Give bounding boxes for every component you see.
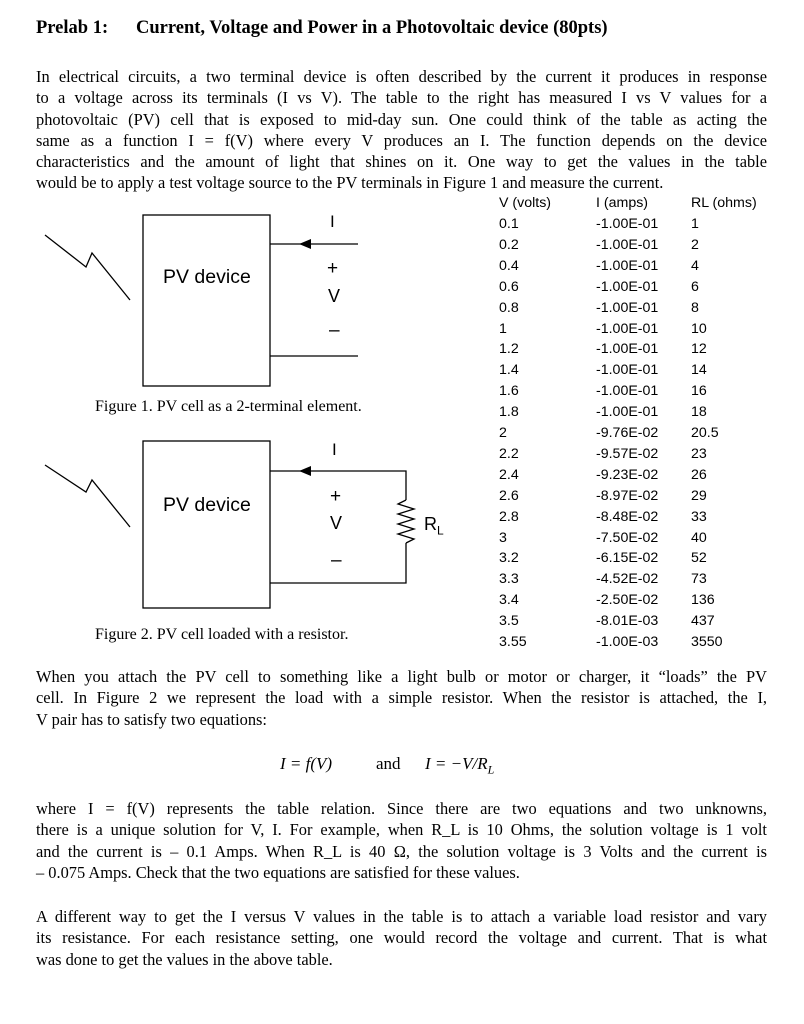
voltage-cell: 3.2	[499, 550, 519, 567]
resistance-cell: 2	[691, 236, 699, 253]
current-cell: -2.50E-02	[596, 592, 659, 609]
voltage-cell: 1.8	[499, 404, 519, 421]
current-cell: -9.23E-02	[596, 466, 659, 483]
current-cell: -1.00E-01	[596, 320, 659, 337]
light-bolt-icon	[45, 465, 130, 527]
resistor-label: $R_L$	[424, 514, 444, 538]
equation-and: and	[376, 754, 401, 773]
voltage-cell: 3	[499, 529, 507, 546]
voltage-cell: 3.4	[499, 592, 519, 609]
intro-line: same as a function I = f(V) where every V produces an I. The function depends on the device	[36, 130, 767, 150]
voltage-cell: 2.2	[499, 445, 519, 462]
current-cell: -8.48E-02	[596, 508, 659, 525]
resistance-cell: 4	[691, 257, 699, 274]
figure-2-diagram	[0, 430, 470, 610]
voltage-cell: 0.2	[499, 236, 519, 253]
intro-line: In electrical circuits, a two terminal device is often described by the current it produces in response	[36, 67, 767, 86]
equation-left: I = f(V)	[280, 754, 333, 773]
resistor-icon	[398, 500, 414, 543]
load-line: V pair has to satisfy two equations:	[36, 709, 267, 729]
fig1-current-label: I	[330, 212, 335, 231]
current-cell: -1.00E-01	[596, 278, 659, 295]
resistance-cell: 437	[691, 613, 715, 630]
prelab-title: Current, Voltage and Power in a Photovoltaic device (80pts)	[136, 18, 608, 38]
fig2-voltage-label: V	[330, 513, 343, 533]
current-cell: -8.01E-03	[596, 613, 659, 630]
intro-line: would be to apply a test voltage source to the PV terminals in Figure 1 and measure the current.	[36, 173, 664, 193]
fig1-plus-sign: +	[327, 258, 339, 279]
intro-paragraph	[36, 66, 767, 194]
current-cell: -9.76E-02	[596, 425, 659, 441]
current-cell: -7.50E-02	[596, 529, 659, 546]
current-cell: -4.52E-02	[596, 571, 659, 588]
final-line: was done to get the values in the above table.	[36, 949, 333, 969]
resistance-cell: 23	[691, 445, 707, 462]
voltage-cell: 3.3	[499, 571, 519, 588]
voltage-cell: 0.8	[499, 299, 519, 316]
voltage-cell: 0.4	[499, 257, 519, 274]
fig2-minus-sign: –	[331, 550, 342, 571]
resistance-cell: 14	[691, 362, 707, 379]
fig2-plus-sign: +	[330, 486, 342, 507]
light-bolt-icon	[45, 235, 130, 300]
current-cell: -1.00E-01	[596, 341, 659, 358]
voltage-cell: 3.5	[499, 613, 519, 630]
fig2-current-label: I	[332, 440, 337, 459]
current-arrow-icon	[299, 239, 311, 249]
solution-line: and the current is – 0.1 Amps. When R_L is 40 Ω, the solution voltage is 3 Volts and the current is	[36, 841, 767, 861]
fig1-minus-sign: –	[329, 320, 340, 341]
resistance-cell: 136	[691, 592, 715, 609]
voltage-cell: 1.2	[499, 341, 519, 358]
solution-line: where I = f(V) represents the table relation. Since there are two equations and two unknowns,	[36, 799, 767, 818]
voltage-cell: 1.6	[499, 383, 519, 400]
current-cell: -6.15E-02	[596, 550, 659, 567]
resistance-cell: 1	[691, 216, 699, 232]
resistance-cell: 12	[691, 341, 707, 358]
voltage-cell: 2	[499, 425, 507, 441]
final-line: A different way to get the I versus V values in the table is to attach a variable load resistor and vary	[36, 907, 767, 926]
page-title	[36, 18, 608, 39]
current-cell: -1.00E-01	[596, 236, 659, 253]
final-line: its resistance. For each resistance setting, one would record the voltage and current. That is what	[36, 928, 767, 948]
current-cell: -1.00E-01	[596, 299, 659, 316]
fig2-device-label: PV device	[163, 494, 251, 516]
fig1-voltage-label: V	[328, 286, 341, 306]
figure-1-caption: Figure 1. PV cell as a 2-terminal element.	[95, 398, 362, 415]
pv-device-box	[143, 441, 270, 608]
current-cell: -1.00E-01	[596, 257, 659, 274]
solution-line: there is a unique solution for V, I. For example, when R_L is 10 Ohms, the solution voltage is 1 volt	[36, 820, 767, 840]
final-paragraph	[36, 906, 767, 970]
intro-line: to a voltage across its terminals (I vs V). The table to the right has measured I vs V values for a	[36, 88, 767, 108]
current-cell: -1.00E-03	[596, 634, 659, 650]
voltage-cell: 2.8	[499, 508, 519, 525]
resistance-cell: 16	[691, 383, 707, 400]
load-line: cell. In Figure 2 we represent the load with a simple resistor. When the resistor is attached, the I,	[36, 688, 767, 708]
load-paragraph	[36, 666, 767, 730]
resistance-cell: 40	[691, 529, 707, 546]
resistance-cell: 73	[691, 571, 707, 588]
current-cell: -1.00E-01	[596, 362, 659, 379]
resistance-cell: 3550	[691, 634, 723, 650]
resistance-cell: 26	[691, 466, 707, 483]
voltage-cell: 1.4	[499, 362, 519, 379]
figure-2-caption: Figure 2. PV cell loaded with a resistor.	[95, 626, 349, 643]
resistance-cell: 18	[691, 404, 707, 421]
resistance-cell: 52	[691, 550, 707, 567]
intro-line: photovoltaic (PV) cell that is exposed to mid-day sun. One could think of the table as acting the	[36, 109, 767, 129]
solution-paragraph	[36, 798, 767, 883]
current-cell: -1.00E-01	[596, 216, 659, 232]
solution-line: – 0.075 Amps. Check that the two equations are satisfied for these values.	[36, 862, 520, 882]
load-line: When you attach the PV cell to something like a light bulb or motor or charger, it “loads” the PV	[36, 667, 767, 686]
voltage-cell: 2.4	[499, 466, 519, 483]
voltage-cell: 0.6	[499, 278, 519, 295]
resistance-cell: 20.5	[691, 425, 719, 441]
pv-device-box	[143, 215, 270, 386]
voltage-cell: 2.6	[499, 487, 519, 504]
resistance-cell: 8	[691, 299, 699, 316]
resistance-cell: 33	[691, 508, 707, 525]
current-arrow-icon	[299, 466, 311, 476]
equation-right: $I = -V/R_L$	[425, 754, 495, 777]
voltage-cell: 0.1	[499, 216, 519, 232]
current-cell: -9.57E-02	[596, 445, 659, 462]
resistance-cell: 29	[691, 487, 707, 504]
intro-line: characteristics and the amount of light that shines on it. One way to get the values in the table	[36, 152, 767, 172]
table-header-voltage: V (volts)	[499, 195, 552, 211]
table-header-resistance: RL (ohms)	[691, 195, 757, 211]
current-cell: -1.00E-01	[596, 383, 659, 400]
resistance-cell: 10	[691, 320, 707, 337]
prelab-number: Prelab 1:	[36, 18, 109, 38]
current-cell: -1.00E-01	[596, 404, 659, 421]
fig1-device-label: PV device	[163, 266, 251, 288]
current-cell: -8.97E-02	[596, 487, 659, 504]
voltage-cell: 3.55	[499, 634, 527, 650]
figure-1-diagram	[0, 200, 470, 430]
resistance-cell: 6	[691, 278, 699, 295]
voltage-cell: 1	[499, 320, 507, 337]
table-header-current: I (amps)	[596, 195, 649, 211]
